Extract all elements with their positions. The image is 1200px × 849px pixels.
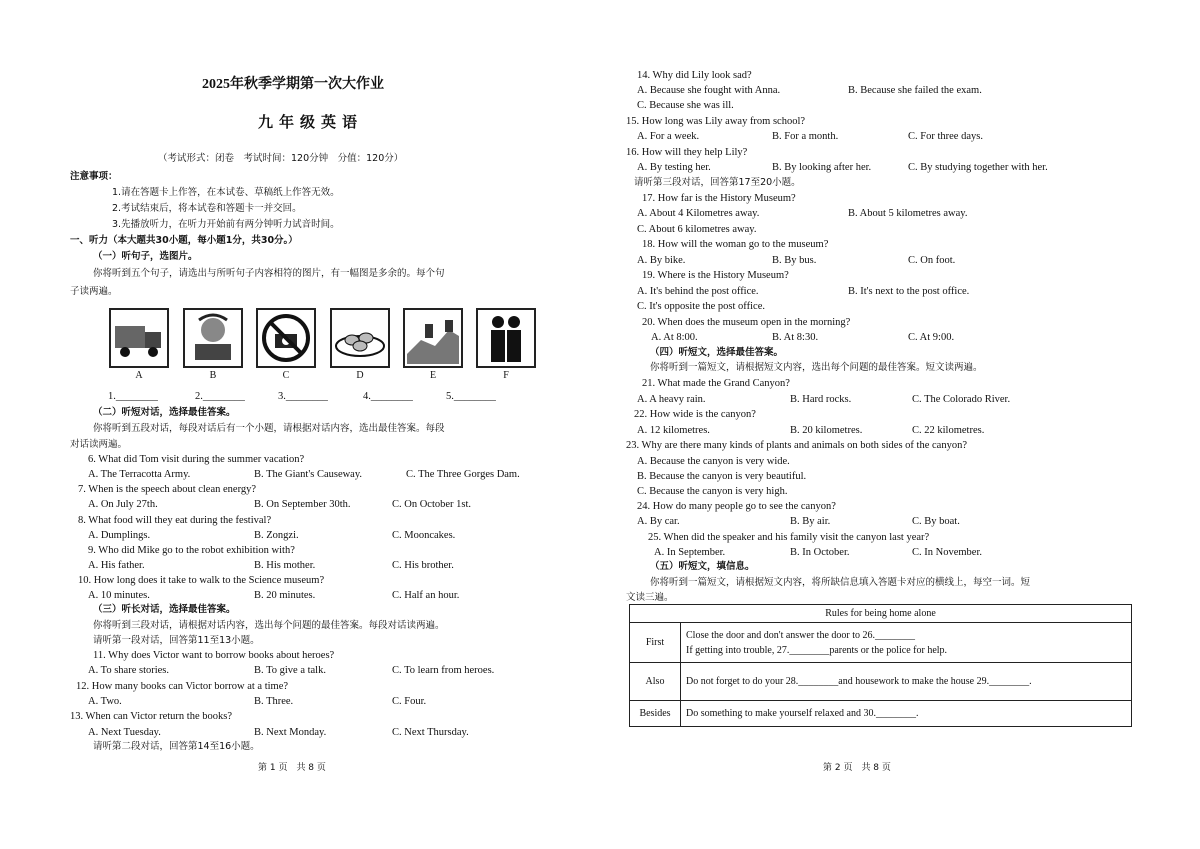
- part5-heading: （五）听短文，填信息。: [650, 561, 755, 572]
- question-21: 21. What made the Grand Canyon?: [642, 378, 790, 389]
- option-c: C. In November.: [912, 547, 982, 558]
- option-c: C. By boat.: [912, 516, 960, 527]
- picture-b-reading: [183, 308, 243, 368]
- option-b: B. 20 kilometres.: [790, 425, 863, 436]
- table-row: [630, 701, 1132, 727]
- row-label: First: [630, 623, 681, 663]
- option-a: A. By testing her.: [637, 162, 711, 173]
- option-b: B. The Giant's Causeway.: [254, 469, 363, 480]
- option-b: B. Zongzi.: [254, 530, 299, 541]
- option-a: A. Two.: [88, 696, 122, 707]
- option-c: C. To learn from heroes.: [392, 665, 495, 676]
- option-c: C. His brother.: [392, 560, 454, 571]
- question-6: 6. What did Tom visit during the summer vacation?: [88, 454, 305, 465]
- part2-instructions: 你将听到五段对话，每段对话后有一个小题，请根据对话内容，选出最佳答案。每段: [93, 423, 445, 434]
- notes-heading: 注意事项：: [70, 171, 118, 182]
- answer-blank: 1.________: [108, 391, 158, 402]
- picture-d-dumplings: [330, 308, 390, 368]
- option-b: B. Next Monday.: [254, 727, 327, 738]
- option-a: A. Dumplings.: [88, 530, 151, 541]
- question-9: 9. Who did Mike go to the robot exhibition with?: [88, 545, 295, 556]
- option-a: A. On July 27th.: [88, 499, 158, 510]
- answer-blank: 5.________: [446, 391, 496, 402]
- option-a: A. By car.: [637, 516, 680, 527]
- page-number: 第 2 页 共 8 页: [823, 763, 891, 773]
- option-a: A. At 8:00.: [651, 332, 698, 343]
- option-c: C. It's opposite the post office.: [637, 301, 765, 312]
- row-line: Close the door and don't answer the door to 26.________: [686, 629, 915, 641]
- question-22: 22. How wide is the canyon?: [634, 409, 756, 420]
- option-b: B. Because she failed the exam.: [848, 85, 982, 96]
- option-a: A. A heavy rain.: [637, 394, 706, 405]
- picture-label: D: [356, 370, 364, 381]
- note-item: 3.先播放听力，在听力开始前有两分钟听力试音时间。: [112, 219, 340, 230]
- question-12: 12. How many books can Victor borrow at a time?: [76, 681, 289, 692]
- option-b: B. On September 30th.: [254, 499, 351, 510]
- question-14: 14. Why did Lily look sad?: [637, 70, 752, 81]
- row-label: Besides: [630, 701, 681, 727]
- option-c: C. The Colorado River.: [912, 394, 1011, 405]
- picture-label: C: [282, 370, 290, 381]
- part2-heading: （二）听短对话，选择最佳答案。: [93, 407, 236, 418]
- question-17: 17. How far is the History Museum?: [642, 193, 796, 204]
- option-a: A. The Terracotta Army.: [88, 469, 191, 480]
- dialog3-instructions: 请听第三段对话，回答第17至20小题。: [634, 177, 801, 188]
- dialog2-instructions: 请听第二段对话，回答第14至16小题。: [93, 741, 260, 752]
- row-content: [681, 663, 1132, 701]
- option-b: B. To give a talk.: [254, 665, 326, 676]
- option-a: A. In September.: [654, 547, 726, 558]
- exam-info: （考试形式：闭卷 考试时间：120分钟 分值：120分）: [158, 153, 404, 164]
- part5-instructions: 你将听到一篇短文，请根据短文内容，将所缺信息填入答题卡对应的横线上，每空一词。短: [650, 577, 1031, 588]
- row-content: [681, 623, 1132, 663]
- question-23: 23. Why are there many kinds of plants and animals on both sides of the canyon?: [626, 440, 967, 451]
- picture-a-truck: [109, 308, 169, 368]
- picture-label: E: [429, 370, 437, 381]
- question-24: 24. How do many people go to see the canyon?: [637, 501, 836, 512]
- option-c: C. Mooncakes.: [392, 530, 456, 541]
- part5-instructions-cont: 文读三遍。: [626, 592, 674, 603]
- table-row: [630, 605, 1132, 623]
- option-a: A. By bike.: [637, 255, 686, 266]
- option-b: B. At 8:30.: [772, 332, 819, 343]
- option-a: A. Because she fought with Anna.: [637, 85, 781, 96]
- option-c: C. On foot.: [908, 255, 956, 266]
- option-c: C. On October 1st.: [392, 499, 472, 510]
- part1-instructions: 你将听到五个句子，请选出与所听句子内容相符的图片，有一幅图是多余的。每个句: [93, 268, 445, 279]
- table-row: [630, 623, 1132, 663]
- table-title: Rules for being home alone: [630, 605, 1132, 623]
- table-row: [630, 663, 1132, 701]
- part1-instructions-cont: 子读两遍。: [70, 286, 118, 297]
- option-b: B. It's next to the post office.: [848, 286, 970, 297]
- option-b: B. Three.: [254, 696, 294, 707]
- section1-heading: 一、听力（本大题共30小题，每小题1分，共30分。）: [70, 235, 298, 246]
- exam-title: 2025年秋季学期第一次大作业: [202, 77, 384, 92]
- option-c: C. For three days.: [908, 131, 983, 142]
- note-item: 2.考试结束后，将本试卷和答题卡一并交回。: [112, 203, 302, 214]
- option-b: B. By air.: [790, 516, 831, 527]
- option-b: B. By looking after her.: [772, 162, 872, 173]
- option-b: B. Because the canyon is very beautiful.: [637, 471, 807, 482]
- question-15: 15. How long was Lily away from school?: [626, 116, 806, 127]
- answer-blank: 3.________: [278, 391, 328, 402]
- option-b: B. His mother.: [254, 560, 316, 571]
- option-c: C. At 9:00.: [908, 332, 955, 343]
- option-c: C. Half an hour.: [392, 590, 460, 601]
- picture-c-no-photo-sign: [256, 308, 316, 368]
- option-c: C. Next Thursday.: [392, 727, 469, 738]
- row-line: Do not forget to do your 28.________and housework to make the house 29.________.: [686, 676, 1032, 687]
- question-18: 18. How will the woman go to the museum?: [642, 239, 829, 250]
- part3-instructions: 你将听到三段对话，请根据对话内容，选出每个问题的最佳答案。每段对话读两遍。: [93, 620, 445, 631]
- row-line: Do something to make yourself relaxed and 30.________.: [686, 708, 919, 719]
- part4-instructions: 你将听到一篇短文，请根据短文内容，选出每个问题的最佳答案。短文读两遍。: [650, 362, 983, 373]
- option-c: C. Because she was ill.: [637, 100, 734, 111]
- option-b: B. Hard rocks.: [790, 394, 852, 405]
- row-label: Also: [630, 663, 681, 701]
- option-c: C. The Three Gorges Dam.: [406, 469, 520, 480]
- rules-table: [629, 604, 1132, 727]
- question-13: 13. When can Victor return the books?: [70, 711, 232, 722]
- picture-label: B: [209, 370, 217, 381]
- exam-subject: 九年级英语: [258, 115, 364, 131]
- row-content: [681, 701, 1132, 727]
- option-a: A. For a week.: [637, 131, 700, 142]
- part3-heading: （三）听长对话，选择最佳答案。: [93, 604, 236, 615]
- part2-instructions-cont: 对话读两遍。: [70, 439, 128, 450]
- option-a: A. Next Tuesday.: [88, 727, 161, 738]
- row-line: If getting into trouble, 27.________parents or the police for help.: [686, 644, 948, 656]
- option-a: A. His father.: [88, 560, 145, 571]
- question-25: 25. When did the speaker and his family visit the canyon last year?: [648, 532, 930, 543]
- question-8: 8. What food will they eat during the festival?: [78, 515, 272, 526]
- option-a: A. 12 kilometres.: [637, 425, 710, 436]
- question-19: 19. Where is the History Museum?: [642, 270, 789, 281]
- question-7: 7. When is the speech about clean energy?: [78, 484, 257, 495]
- dialog1-instructions: 请听第一段对话，回答第11至13小题。: [93, 635, 260, 646]
- option-b: B. 20 minutes.: [254, 590, 316, 601]
- picture-f-friends: [476, 308, 536, 368]
- option-c: C. 22 kilometres.: [912, 425, 985, 436]
- answer-blank: 2.________: [195, 391, 245, 402]
- option-c: C. Four.: [392, 696, 427, 707]
- option-a: A. It's behind the post office.: [637, 286, 759, 297]
- part4-heading: （四）听短文，选择最佳答案。: [650, 347, 784, 358]
- answer-blank: 4.________: [363, 391, 413, 402]
- option-c: C. By studying together with her.: [908, 162, 1048, 173]
- picture-e-great-wall: [403, 308, 463, 368]
- note-item: 1.请在答题卡上作答，在本试卷、草稿纸上作答无效。: [112, 187, 340, 198]
- option-b: B. In October.: [790, 547, 850, 558]
- option-b: B. By bus.: [772, 255, 817, 266]
- question-20: 20. When does the museum open in the morning?: [642, 317, 851, 328]
- question-10: 10. How long does it take to walk to the Science museum?: [78, 575, 325, 586]
- option-b: B. For a month.: [772, 131, 839, 142]
- option-c: C. About 6 kilometres away.: [637, 224, 757, 235]
- picture-label: F: [503, 370, 509, 381]
- page-number: 第 1 页 共 8 页: [258, 763, 326, 773]
- option-b: B. About 5 kilometres away.: [848, 208, 968, 219]
- option-a: A. About 4 Kilometres away.: [637, 208, 760, 219]
- part1-heading: （一）听句子，选图片。: [93, 251, 198, 262]
- question-11: 11. Why does Victor want to borrow books about heroes?: [93, 650, 335, 661]
- option-a: A. To share stories.: [88, 665, 170, 676]
- option-c: C. Because the canyon is very high.: [637, 486, 788, 497]
- question-16: 16. How will they help Lily?: [626, 147, 748, 158]
- option-a: A. 10 minutes.: [88, 590, 150, 601]
- picture-label: A: [135, 370, 143, 381]
- option-a: A. Because the canyon is very wide.: [637, 456, 790, 467]
